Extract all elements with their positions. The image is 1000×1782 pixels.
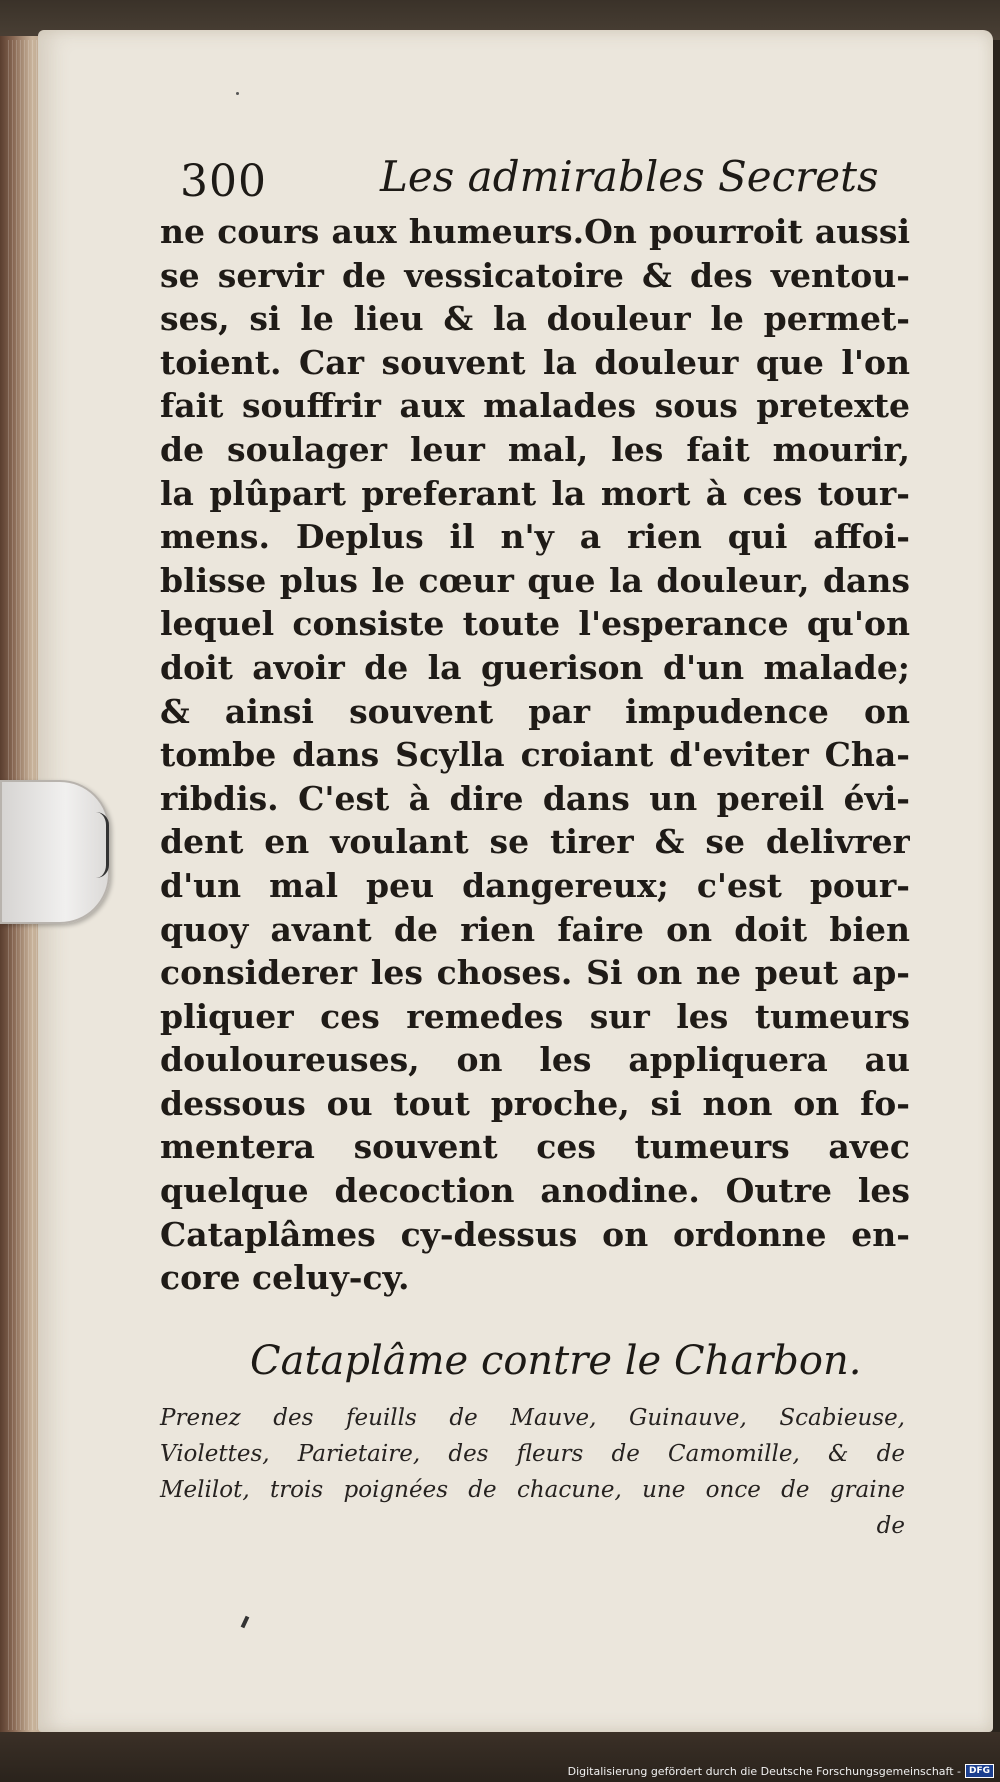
text-line: la plûpart preferant la mort à ces tour- [160,473,910,513]
text-line: dessous ou tout proche, si non on fo- [160,1083,910,1123]
text-line: & ainsi souvent par impudence on [160,691,910,731]
text-line: ribdis. C'est à dire dans un pereil évi- [160,778,910,818]
text-line: core celuy-cy. [160,1258,410,1298]
dfg-logo: DFG [965,1764,994,1778]
body-text [160,210,910,1300]
text-line: doit avoir de la guerison d'un malade; [160,647,910,687]
text-line: pliquer ces remedes sur les tumeurs [160,996,910,1036]
credit-text: Digitalisierung gefördert durch die Deutsche Forschungsgemeinschaft - [567,1764,961,1778]
text-line: considerer les choses. Si on ne peut ap- [160,953,910,993]
text-line: quoy avant de rien faire on doit bien [160,909,910,949]
ink-speck [236,92,239,95]
text-line: ne cours aux humeurs.On pourroit aussi [160,212,910,251]
text-line: mens. Deplus il n'y a rien qui affoi- [160,517,910,557]
page-number: 300 [180,156,267,207]
text-line: quelque decoction anodine. Outre les [160,1171,910,1211]
running-title: Les admirables Secrets [380,152,879,201]
text-line: lequel consiste toute l'esperance qu'on [160,604,910,644]
text-line: fait souffrir aux malades sous pretexte [160,386,910,426]
recipe-line: Prenez des feuills de Mauve, Guinauve, Scabieuse, [160,1405,905,1431]
text-line: d'un mal peu dangereux; c'est pour- [160,865,910,905]
text-line: de soulager leur mal, les fait mourir, [160,429,910,469]
text-line: mentera souvent ces tumeurs avec [160,1127,910,1167]
recipe-line: Violettes, Parietaire, des fleurs de Camomille, & de [160,1441,905,1467]
text-line: ses, si le lieu & la douleur le permet- [160,299,910,339]
digitization-credit [568,1762,994,1780]
text-line: dent en voulant se tirer & se delivrer [160,822,910,862]
recipe-line: Melilot, trois poignées de chacune, une once de graine [160,1477,905,1503]
page-clip-holder [0,780,110,924]
text-line: douloureuses, on les appliquera au [160,1040,910,1080]
text-line: se servir de vessicatoire & des ventou- [160,255,910,295]
running-header [180,152,880,212]
text-line: tombe dans Scylla croiant d'eviter Cha- [160,735,910,775]
catchword: de [876,1513,905,1539]
clip-shadow-mark [96,812,109,878]
text-line: blisse plus le cœur que la douleur, dans [160,560,910,600]
text-line: Cataplâmes cy-dessus on ordonne en- [160,1214,910,1254]
section-heading: Cataplâme contre le Charbon. [250,1338,862,1384]
recipe-text [160,1400,905,1544]
text-line: toient. Car souvent la douleur que l'on [160,342,910,382]
